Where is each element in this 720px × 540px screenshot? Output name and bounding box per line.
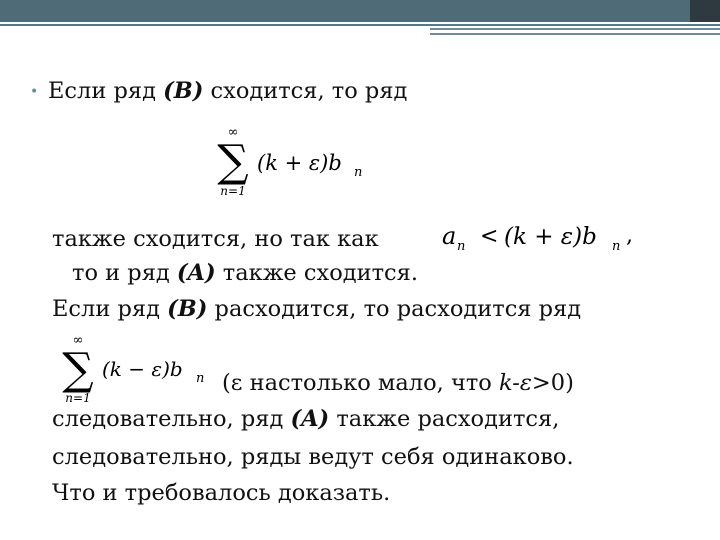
sum1-upper: ∞ (227, 125, 239, 140)
ineq-lhs-sub: n (457, 239, 466, 254)
header-rule (0, 24, 720, 26)
sum1-sub: n (354, 165, 363, 180)
sum2-sub: n (196, 371, 205, 386)
sum1-sigma: ∑ (217, 136, 249, 187)
ineq-rhs: (k + ε)b (504, 224, 597, 250)
text-line-8: Что и требовалось доказать. (52, 480, 391, 506)
text-line-7: следовательно, ряды ведут себя одинаково. (52, 444, 574, 470)
text-line-3: то и ряд (A) также сходится. (72, 260, 418, 286)
text-line-6: следовательно, ряд (A) также расходится, (52, 406, 560, 432)
text-line-1: Если ряд (B) сходится, то ряд (48, 78, 408, 104)
header-band (0, 0, 690, 22)
sum-formula-minus (58, 332, 218, 406)
text-line-2: также сходится, но так как (52, 226, 379, 252)
header-rule-short-2 (430, 33, 720, 35)
sum-formula-plus (215, 124, 375, 200)
sum2-body: (k − ε)b (102, 357, 183, 381)
header-rule-short (430, 28, 720, 30)
sum2-sigma: ∑ (62, 344, 94, 395)
ineq-rhs-sub: n (612, 239, 621, 254)
ineq-lhs: a (442, 222, 457, 250)
sum1-body: (k + ε)b (257, 151, 342, 175)
ineq-rel: < (480, 224, 499, 249)
sum2-upper: ∞ (72, 333, 84, 348)
ineq-tail: , (626, 223, 633, 248)
sum2-lower: n=1 (65, 391, 91, 405)
sum1-lower: n=1 (220, 184, 246, 198)
text-line-4: Если ряд (B) расходится, то расходится ряд (52, 296, 582, 322)
text-line-5: (ε настолько мало, что k-ε>0) (222, 370, 574, 396)
title-decoration (0, 0, 720, 36)
inequality-formula (440, 212, 640, 260)
header-corner (690, 0, 720, 22)
bullet-icon: • (30, 84, 39, 100)
